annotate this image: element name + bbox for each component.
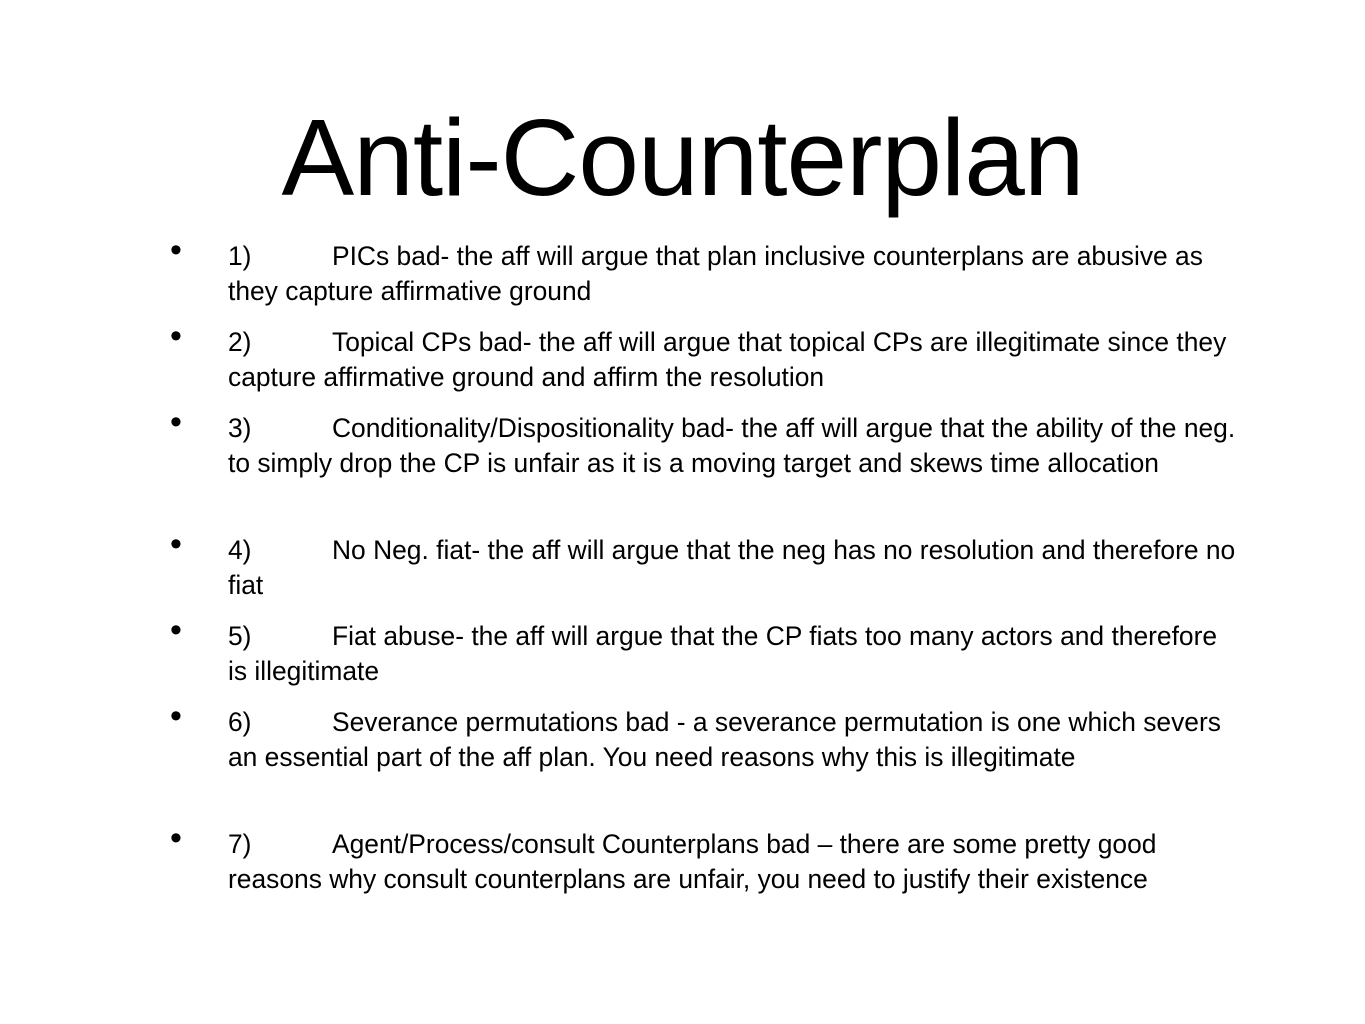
bullet-number: 2) xyxy=(228,327,252,357)
bullet-number: 1) xyxy=(228,241,252,271)
bullet-item-5 xyxy=(170,611,1238,689)
bullet-number: 7) xyxy=(228,829,252,859)
bullet-item-7 xyxy=(170,819,1238,897)
bullet-item-4 xyxy=(170,525,1238,603)
bullet-number: 5) xyxy=(228,621,252,651)
bullet-text: Severance permutations bad - a severance permutation is one which severs an essential part of the aff plan. You need reasons why this is illegitimate xyxy=(228,707,1221,772)
bullet-text: Agent/Process/consult Counterplans bad – there are some pretty good reasons why consult counterplans are unfair, you need to justify their existence xyxy=(228,829,1157,894)
bullet-text: Conditionality/Dispositionality bad- the aff will argue that the ability of the neg. to simply drop the CP is unfair as it is a moving target and skews time allocation xyxy=(228,413,1236,478)
bullet-item-1 xyxy=(170,231,1238,309)
bullet-item-6 xyxy=(170,697,1238,775)
bullet-dot-icon: • xyxy=(170,819,182,857)
bullet-dot-icon: • xyxy=(170,697,182,735)
bullet-number: 4) xyxy=(228,535,252,565)
slide-title: Anti-Counterplan xyxy=(281,97,1084,219)
bullet-dot-icon: • xyxy=(170,231,182,269)
bullet-dot-icon: • xyxy=(170,403,182,441)
bullet-text: PICs bad- the aff will argue that plan inclusive counterplans are abusive as they capture affirmative ground xyxy=(228,241,1203,306)
bullet-dot-icon: • xyxy=(170,611,182,649)
bullet-number: 6) xyxy=(228,707,252,737)
bullet-text: No Neg. fiat- the aff will argue that the neg has no resolution and therefore no fiat xyxy=(228,535,1236,600)
bullet-item-2 xyxy=(170,317,1238,395)
bullet-dot-icon: • xyxy=(170,525,182,563)
bullet-dot-icon: • xyxy=(170,317,182,355)
bullet-text: Topical CPs bad- the aff will argue that topical CPs are illegitimate since they capture affirmative ground and affirm the resolution xyxy=(228,327,1227,392)
bullet-number: 3) xyxy=(228,413,252,443)
bullet-item-3 xyxy=(170,403,1238,481)
bullet-text: Fiat abuse- the aff will argue that the CP fiats too many actors and therefore is illegitimate xyxy=(228,621,1218,686)
